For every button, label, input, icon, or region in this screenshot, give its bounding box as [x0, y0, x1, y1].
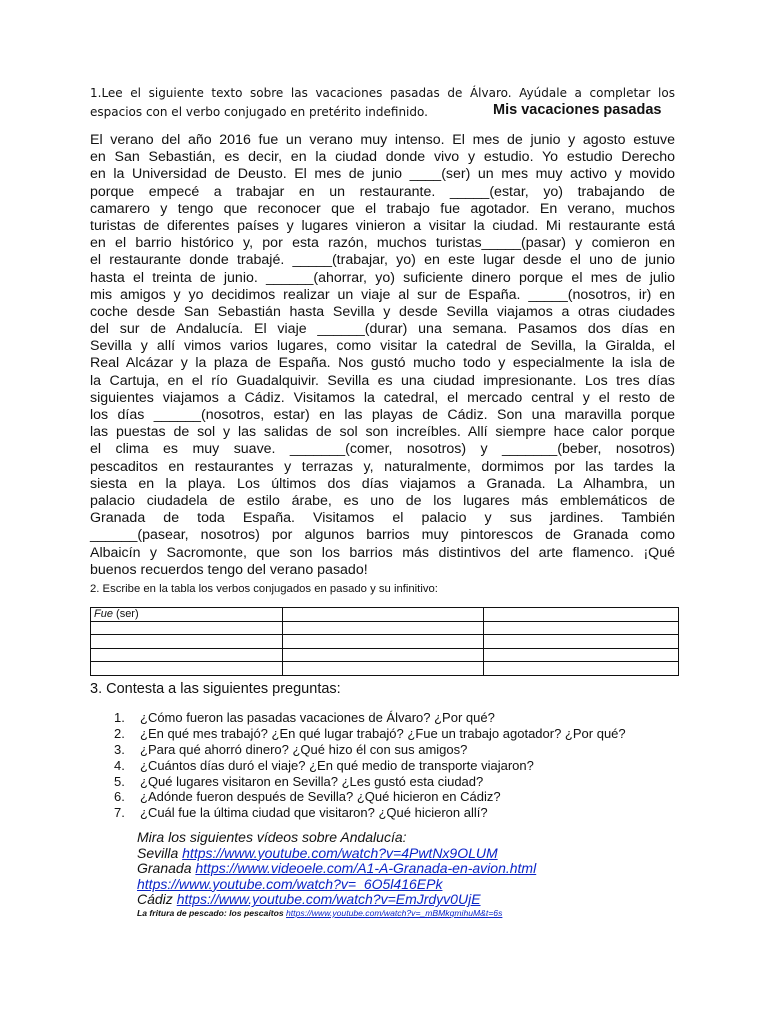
story-text — [90, 132, 675, 579]
story-line: camarero y tengo que reconocer que el trabajo fue agotador. En verano, muchos — [90, 200, 675, 217]
story-line: la Cartuja, en el río Guadalquivir. Sevilla es una ciudad impresionante. Los tres días — [90, 372, 675, 389]
story-line: ______(pasear, nosotros) por algunos barrios muy pintorescos de Granada como — [90, 527, 675, 544]
question-number: 1. — [114, 710, 125, 725]
question-text: ¿Cuál fue la última ciudad que visitaron? ¿Qué hicieron allí? — [140, 805, 488, 821]
question-number: 3. — [114, 741, 125, 757]
list-item — [114, 742, 626, 758]
table-row — [91, 608, 679, 622]
instruction-line-1: 1.Lee el siguiente texto sobre las vacaciones pasadas de Álvaro. Ayúdale a completar los — [90, 86, 675, 100]
table-cell[interactable] — [283, 635, 484, 649]
question-number: 6. — [114, 789, 125, 805]
story-line: en San Sebastián, es decir, en la ciudad donde vivo y estudio. Yo estudio Derecho — [90, 149, 675, 166]
videos-section — [137, 830, 536, 919]
question-text: ¿Para qué ahorró dinero? ¿Qué hizo él con sus amigos? — [140, 741, 468, 757]
story-line: porque empecé a trabajar en un restaurante. _____(estar, yo) trabajando de — [90, 183, 675, 200]
table-row — [91, 635, 679, 649]
question-text: ¿Qué lugares visitaron en Sevilla? ¿Les gustó esta ciudad? — [140, 773, 484, 789]
exercise-1-instructions — [90, 84, 675, 122]
story-line: en el barrio histórico y, por esta razón, muchos turistas_____(pasar) y comieron en — [90, 235, 675, 252]
table-row — [91, 621, 679, 635]
question-number: 2. — [114, 725, 125, 741]
exercise-2-prompt: 2. Escribe en la tabla los verbos conjugados en pasado y su infinitivo: — [90, 583, 438, 595]
story-title: Mis vacaciones pasadas — [493, 102, 662, 118]
question-number: 7. — [114, 805, 125, 821]
video-extra-link[interactable]: https://www.youtube.com/watch?v=_6O5l416EPk — [137, 875, 443, 892]
list-item — [114, 758, 626, 774]
table-cell[interactable] — [484, 608, 679, 622]
story-line: los días ______(nosotros, estar) en las playas de Cádiz. Son una maravilla porque — [90, 407, 675, 423]
video-granada-row — [137, 861, 536, 877]
story-line: El verano del año 2016 fue un verano muy intenso. El mes de junio y agosto estuve — [90, 132, 675, 148]
question-number: 4. — [114, 757, 125, 773]
table-cell[interactable] — [283, 621, 484, 635]
story-line: coche desde San Sebastián hasta Sevilla y desde Sevilla viajamos a otras ciudades — [90, 303, 675, 320]
question-text: ¿Cuántos días duró el viaje? ¿En qué medio de transporte viajaron? — [140, 757, 534, 773]
table-cell[interactable] — [484, 635, 679, 649]
example-infinitive: (ser) — [116, 608, 139, 620]
table-row — [91, 662, 679, 676]
video-extra-row — [137, 877, 536, 893]
table-cell[interactable] — [91, 648, 283, 662]
table-cell[interactable] — [91, 608, 283, 622]
story-line: hasta el treinta de junio. ______(ahorrar, yo) suficiente dinero porque el mes de julio — [90, 269, 675, 286]
table-cell[interactable] — [283, 608, 484, 622]
story-line: mis amigos y yo decidimos realizar un viaje al sur de España. _____(nosotros, ir) en — [90, 286, 675, 303]
exercise-3-heading: 3. Contesta a las siguientes preguntas: — [90, 681, 341, 697]
video-fritura-row — [137, 908, 536, 919]
table-row — [91, 648, 679, 662]
question-text: ¿Adónde fueron después de Sevilla? ¿Qué hicieron en Cádiz? — [140, 789, 501, 805]
questions-list — [114, 710, 626, 821]
question-text: ¿En qué mes trabajó? ¿En qué lugar trabajó? ¿Fue un trabajo agotador? ¿Por qué? — [140, 725, 626, 741]
example-verb: Fue — [94, 608, 113, 620]
story-line: Albaicín y Sacromonte, que son los barrios más distintivos del arte flamenco. ¡Qué — [90, 544, 675, 561]
instruction-line-2: espacios con el verbo conjugado en pretérito indefinido. — [90, 105, 428, 119]
video-fritura-link[interactable]: https://www.youtube.com/watch?v=_mBMkqmihuM&t=6s — [286, 907, 503, 918]
list-item — [114, 789, 626, 805]
video-sevilla-link[interactable]: https://www.youtube.com/watch?v=4PwtNx9OLUM — [182, 844, 498, 861]
instruction-line-2-row — [90, 103, 675, 122]
video-cadiz-label: Cádiz — [137, 891, 173, 908]
table-cell[interactable] — [91, 662, 283, 676]
video-cadiz-row — [137, 892, 536, 908]
story-line: siguientes viajamos a Cádiz. Visitamos la catedral, el mercado central y el resto de — [90, 389, 675, 406]
story-line: pescaditos en restaurantes y terrazas y, naturalmente, dormimos por las tardes la — [90, 458, 675, 475]
story-line: el restaurante donde trabajé. _____(trabajar, yo) en este lugar desde el uno de junio — [90, 252, 675, 269]
story-line: del sur de Andalucía. El viaje ______(durar) una semana. Pasamos dos días en — [90, 321, 675, 338]
story-line: buenos recuerdos tengo del verano pasado! — [90, 561, 368, 578]
table-cell[interactable] — [484, 648, 679, 662]
story-line: las puestas de sol y las salidas de sol son increíbles. Allí siempre hace calor porque — [90, 424, 675, 441]
list-item — [114, 726, 626, 742]
list-item — [114, 774, 626, 790]
story-line: en la Universidad de Deusto. El mes de junio ____(ser) un mes muy activo y movido — [90, 166, 675, 183]
table-cell[interactable] — [91, 635, 283, 649]
story-line: Sevilla y allí vimos varios lugares, como visitar la catedral de Sevilla, la Giralda, el — [90, 338, 675, 355]
story-line: Granada de toda España. Visitamos el palacio y sus jardines. También — [90, 510, 675, 527]
video-granada-label: Granada — [137, 860, 192, 877]
video-cadiz-link[interactable]: https://www.youtube.com/watch?v=EmJrdyv0UjE — [176, 891, 481, 908]
story-line: palacio ciudadela de estilo árabe, es uno de los lugares más emblemáticos de — [90, 492, 675, 509]
story-line: Real Alcázar y la plaza de España. Nos gustó mucho todo y especialmente la isla de — [90, 355, 675, 372]
table-cell[interactable] — [283, 662, 484, 676]
list-item — [114, 805, 626, 821]
story-line: turistas de diferentes países y lugares vinieron a visitar la ciudad. Mi restaurante está — [90, 217, 675, 234]
story-line: el clima es muy suave. _______(comer, nosotros) y _______(beber, nosotros) — [90, 441, 675, 458]
table-cell[interactable] — [484, 662, 679, 676]
table-cell[interactable] — [91, 621, 283, 635]
video-granada-link[interactable]: https://www.videoele.com/A1-A-Granada-en-avion.html — [195, 860, 537, 877]
table-cell[interactable] — [283, 648, 484, 662]
list-item — [114, 710, 626, 726]
story-line: siesta en la playa. Los últimos dos días viajamos a Granada. La Alhambra, un — [90, 475, 675, 492]
video-sevilla-label: Sevilla — [137, 844, 179, 861]
question-number: 5. — [114, 773, 125, 789]
video-sevilla-row — [137, 846, 536, 862]
videos-heading: Mira los siguientes vídeos sobre Andalucía: — [137, 829, 407, 845]
verbs-table — [90, 607, 679, 676]
table-cell[interactable] — [484, 621, 679, 635]
video-fritura-label: La fritura de pescado: los pescaítos — [137, 907, 284, 918]
question-text: ¿Cómo fueron las pasadas vacaciones de Álvaro? ¿Por qué? — [140, 710, 495, 725]
